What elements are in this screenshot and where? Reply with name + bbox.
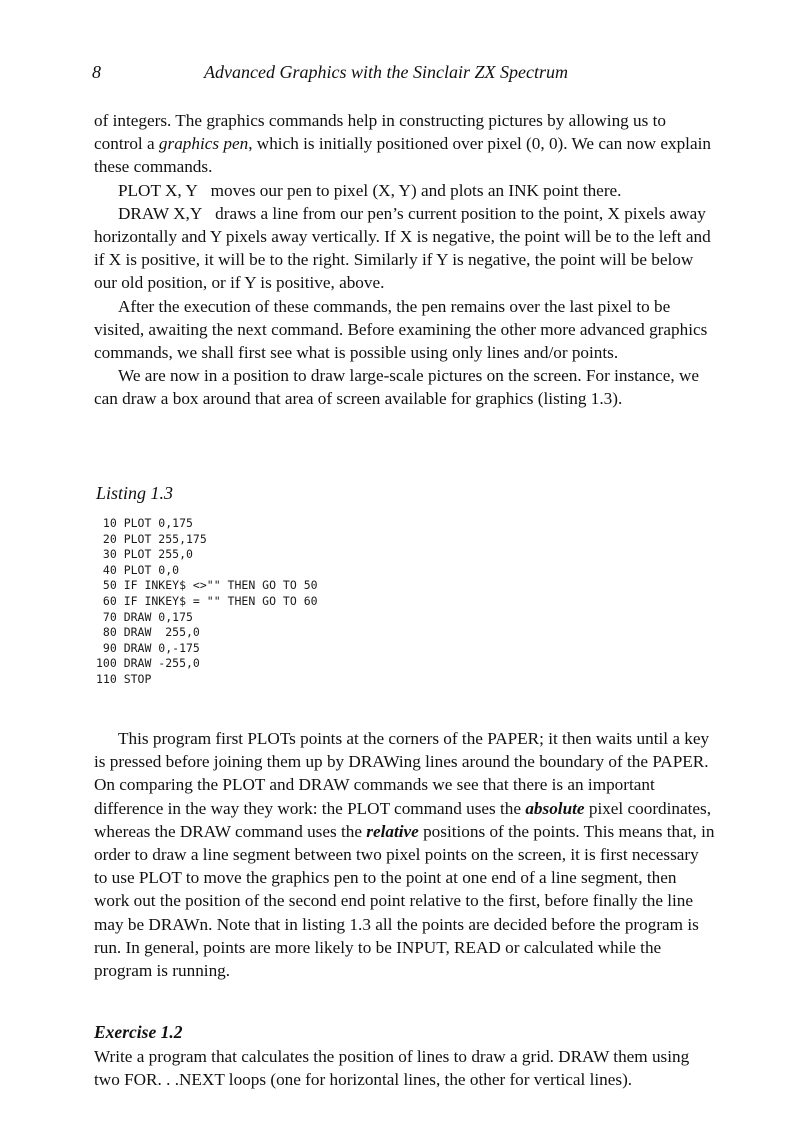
text-run: of integers. The graphics commands help in constructing pictures by allowing us to control a (94, 111, 667, 154)
listing-line: 30 PLOT 255,0 (96, 547, 193, 562)
text-run: positions of the points. This means that, in order to draw a line segment between two pixel points on the screen, it is first necessary to use PLOT to move the graphics pen to the point at one end of a line segment, then work out the position of the second end point relative to the first, before finally the line may be DRAWn. Note that in listing 1.3 all the points are decided before the program is run. In general, points are more likely to be INPUT, READ or calculated while the program is running. (94, 821, 715, 981)
paragraph-intro (94, 109, 716, 179)
listing-line: 70 DRAW 0,175 (96, 609, 193, 624)
page-number: 8 (92, 62, 101, 82)
paragraph-draw-command (94, 202, 716, 295)
text-run: This program first PLOTs points at the corners of the PAPER; it then waits until a key is pressed before joining them up by DRAWing lines around the boundary of the PAPER. On comparing the PLOT and DRAW commands we see that there is an important difference in the way they work: the PLOT command uses the (94, 729, 710, 818)
text-run: , which is initially positioned over pixel (0, 0). We can now explain these commands. (94, 134, 711, 177)
relative-term: relative (366, 821, 419, 841)
code-listing (96, 516, 318, 688)
listing-caption: Listing 1.3 (96, 483, 174, 503)
graphics-pen-term: graphics pen (158, 134, 249, 154)
listing-line: 110 STOP (96, 671, 152, 686)
exercise-text: Write a program that calculates the position of lines to draw a grid. DRAW them using two FOR. . .NEXT loops (one for horizontal lines, the other for vertical lines). (94, 1047, 690, 1090)
paragraph-plot-command (94, 179, 716, 202)
running-head (92, 62, 710, 88)
listing-line: 10 PLOT 0,175 (96, 516, 193, 530)
listing-line: 100 DRAW -255,0 (96, 656, 200, 671)
listing-line: 20 PLOT 255,175 (96, 531, 207, 546)
plot-command-description: moves our pen to pixel (X, Y) and plots an INK point there. (210, 180, 622, 200)
listing-line: 90 DRAW 0,-175 (96, 640, 200, 655)
body-text-bottom (94, 727, 716, 982)
listing-line: 80 DRAW 255,0 (96, 625, 200, 640)
listing-line: 60 IF INKEY$ = "" THEN GO TO 60 (96, 593, 318, 608)
draw-command-description: draws a line from our pen’s current position to the point, X pixels away horizontally and Y pixels away vertically. If X is negative, the point will be to the left and if X is positive, it will be to the right. Similarly if Y is negative, the point will be below our old position, or if Y is positive, above. (94, 203, 711, 293)
absolute-term: absolute (525, 798, 585, 818)
paragraph-large-scale: We are now in a position to draw large-scale pictures on the screen. For instance, we can draw a box around that area of screen available for graphics (listing 1.3). (94, 366, 700, 409)
listing-line: 40 PLOT 0,0 (96, 562, 180, 577)
paragraph-after-execution: After the execution of these commands, the pen remains over the last pixel to be visited, awaiting the next command. Before examining the other more advanced graphics commands, we shall first see what is possible using only lines and/or points. (94, 296, 708, 363)
text-run: pixel coordinates, whereas the DRAW command uses the (94, 798, 712, 841)
exercise-heading: Exercise 1.2 (94, 1022, 183, 1042)
listing-line: 50 IF INKEY$ <>"" THEN GO TO 50 (96, 578, 318, 593)
book-title: Advanced Graphics with the Sinclair ZX Spectrum (204, 62, 568, 82)
exercise-body (94, 1045, 716, 1091)
paragraph-program-explanation (94, 727, 716, 982)
plot-command-name: PLOT X, Y (118, 180, 198, 200)
body-text-top (94, 109, 716, 411)
draw-command-name: DRAW X,Y (118, 203, 203, 223)
